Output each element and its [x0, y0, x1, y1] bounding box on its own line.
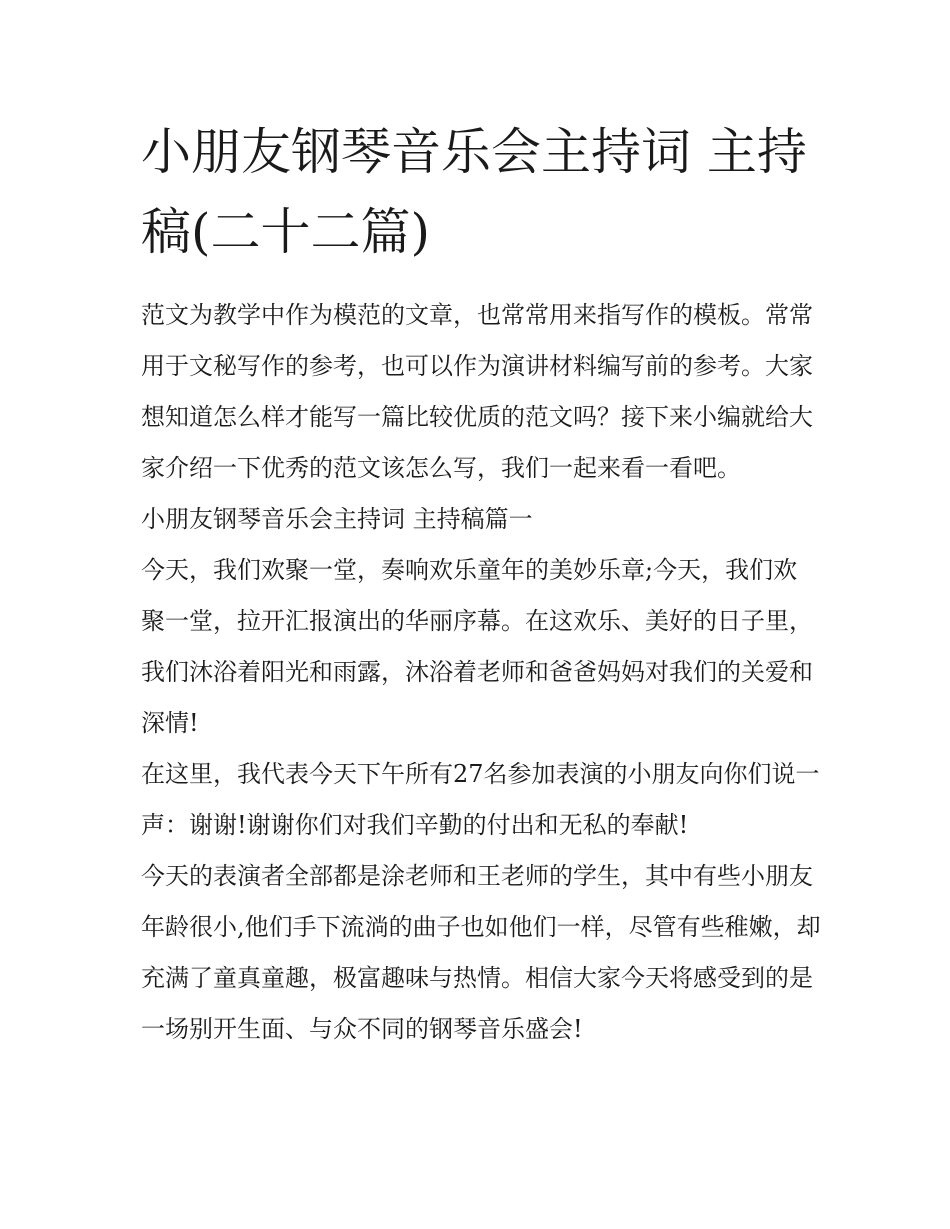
document-body: [141, 112, 821, 1055]
paragraph-list: [141, 290, 821, 1055]
body-paragraph: 今天，我们欢聚一堂，奏响欢乐童年的美妙乐章;今天，我们欢聚一堂，拉开汇报演出的华丽序幕。在这欢乐、美好的日子里，我们沐浴着阳光和雨露，沐浴着老师和爸爸妈妈对我们的关爱和深情!: [141, 556, 813, 737]
document-title: 小朋友钢琴音乐会主持词 主持稿(二十二篇): [141, 123, 807, 261]
body-paragraph: 今天的表演者全部都是涂老师和王老师的学生，其中有些小朋友年龄很小,他们手下流淌的曲子也如他们一样，尽管有些稚嫩，却充满了童真童趣，极富趣味与热情。相信大家今天将感受到的是一场别开生面、与众不同的钢琴音乐盛会!: [141, 862, 821, 1043]
body-paragraph: 在这里，我代表今天下午所有27名参加表演的小朋友向你们说一声：谢谢!谢谢你们对我们辛勤的付出和无私的奉献!: [141, 760, 820, 839]
intro-paragraph: 范文为教学中作为模范的文章，也常常用来指写作的模板。常常用于文秘写作的参考，也可以作为演讲材料编写前的参考。大家想知道怎么样才能写一篇比较优质的范文吗？接下来小编就给大家介绍一下优秀的范文该怎么写，我们一起来看一看吧。: [141, 301, 813, 482]
section-heading: 小朋友钢琴音乐会主持词 主持稿篇一: [141, 505, 533, 533]
